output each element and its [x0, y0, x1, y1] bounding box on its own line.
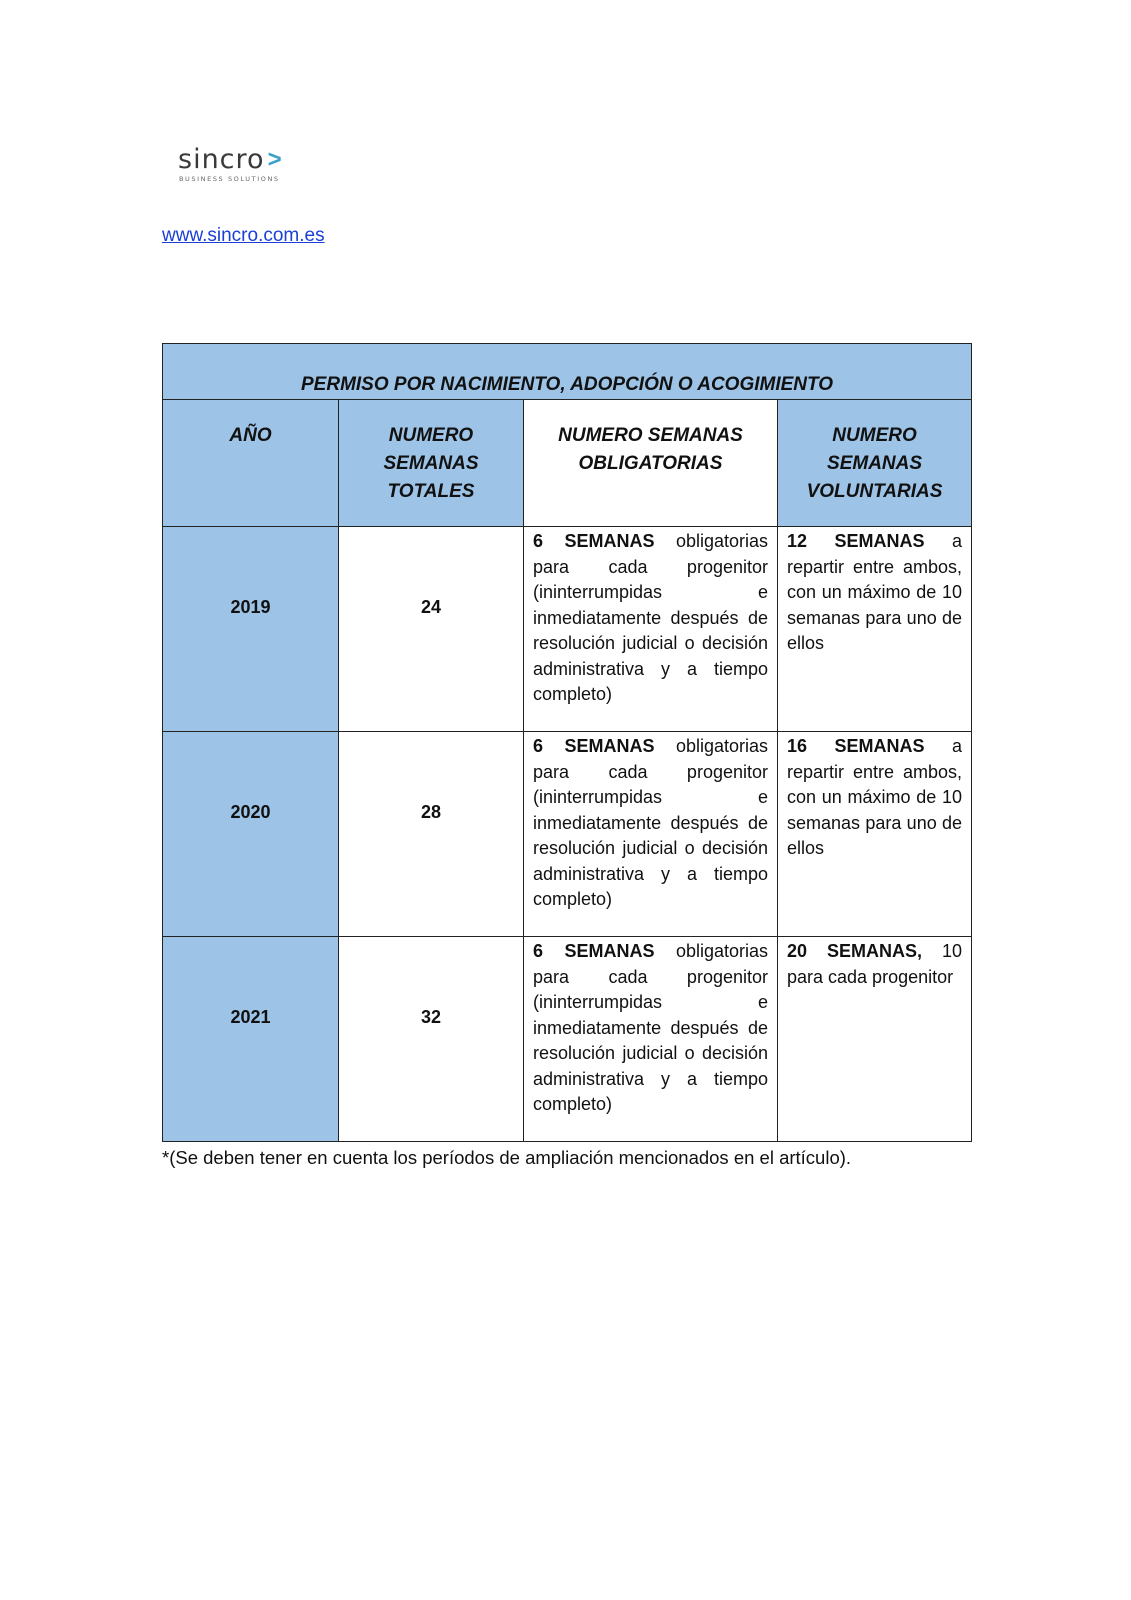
voluntarias-bold: 12 SEMANAS	[787, 531, 925, 551]
header-vol-line: SEMANAS	[827, 453, 923, 474]
obligatorias-cell	[524, 732, 778, 937]
total-value: 28	[420, 801, 442, 822]
header-total-line: TOTALES	[387, 481, 475, 502]
footnote: *(Se deben tener en cuenta los períodos de ampliación mencionados en el artículo).	[162, 1147, 852, 1168]
website-link[interactable]: www.sincro.com.es	[162, 225, 325, 246]
obligatorias-bold: 6 SEMANAS	[533, 941, 655, 961]
year-cell	[163, 527, 339, 732]
voluntarias-cell	[778, 937, 972, 1142]
obligatorias-cell	[524, 937, 778, 1142]
year-value: 2020	[230, 801, 271, 822]
total-cell	[339, 732, 524, 937]
obligatorias-cell	[524, 527, 778, 732]
table-header-row	[163, 400, 972, 527]
logo-tagline: BUSINESS SOLUTIONS	[179, 175, 280, 183]
header-obl-line: OBLIGATORIAS	[578, 453, 723, 474]
total-value: 32	[420, 1006, 442, 1027]
voluntarias-bold: 20 SEMANAS,	[787, 941, 923, 961]
table-row	[163, 937, 972, 1142]
year-cell	[163, 937, 339, 1142]
chevron-right-icon: >	[267, 146, 282, 173]
total-value: 24	[420, 596, 442, 617]
voluntarias-text: a repartir entre ambos, con un máximo de 10 semanas para uno de ellos	[787, 736, 963, 858]
voluntarias-cell	[778, 527, 972, 732]
table-title: PERMISO POR NACIMIENTO, ADOPCIÓN O ACOGIMIENTO	[163, 344, 972, 400]
obligatorias-bold: 6 SEMANAS	[533, 736, 655, 756]
voluntarias-cell	[778, 732, 972, 937]
obligatorias-bold: 6 SEMANAS	[533, 531, 655, 551]
header-obligatorias	[524, 400, 778, 527]
year-cell	[163, 732, 339, 937]
obligatorias-text: obligatorias para cada progenitor (ininterrumpidas e inmediatamente después de resolución judicial o decisión administrativa y a tiempo completo)	[533, 941, 768, 1114]
header-vol-line: NUMERO	[832, 425, 917, 446]
header-year-label: AÑO	[229, 425, 272, 446]
voluntarias-bold: 16 SEMANAS	[787, 736, 925, 756]
header-total	[339, 400, 524, 527]
table-row	[163, 732, 972, 937]
obligatorias-text: obligatorias para cada progenitor (ininterrumpidas e inmediatamente después de resolución judicial o decisión administrativa y a tiempo completo)	[533, 531, 768, 704]
obligatorias-text: obligatorias para cada progenitor (ininterrumpidas e inmediatamente después de resolución judicial o decisión administrativa y a tiempo completo)	[533, 736, 768, 909]
table-title-row	[163, 344, 972, 400]
total-cell	[339, 527, 524, 732]
year-value: 2021	[230, 1006, 271, 1027]
header-year	[163, 400, 339, 527]
header-vol-line: VOLUNTARIAS	[806, 481, 943, 502]
header-obl-line: NUMERO SEMANAS	[558, 425, 743, 446]
header-total-line: SEMANAS	[383, 453, 479, 474]
year-value: 2019	[230, 596, 271, 617]
header-voluntarias	[778, 400, 972, 527]
voluntarias-text: 10 para cada progenitor	[787, 941, 963, 987]
voluntarias-text: a repartir entre ambos, con un máximo de 10 semanas para uno de ellos	[787, 531, 963, 653]
total-cell	[339, 937, 524, 1142]
logo-wordmark: sincro	[178, 144, 265, 175]
sincro-logo	[178, 146, 328, 190]
permiso-table	[162, 343, 972, 1142]
header-total-line: NUMERO	[388, 425, 474, 446]
table-row	[163, 527, 972, 732]
